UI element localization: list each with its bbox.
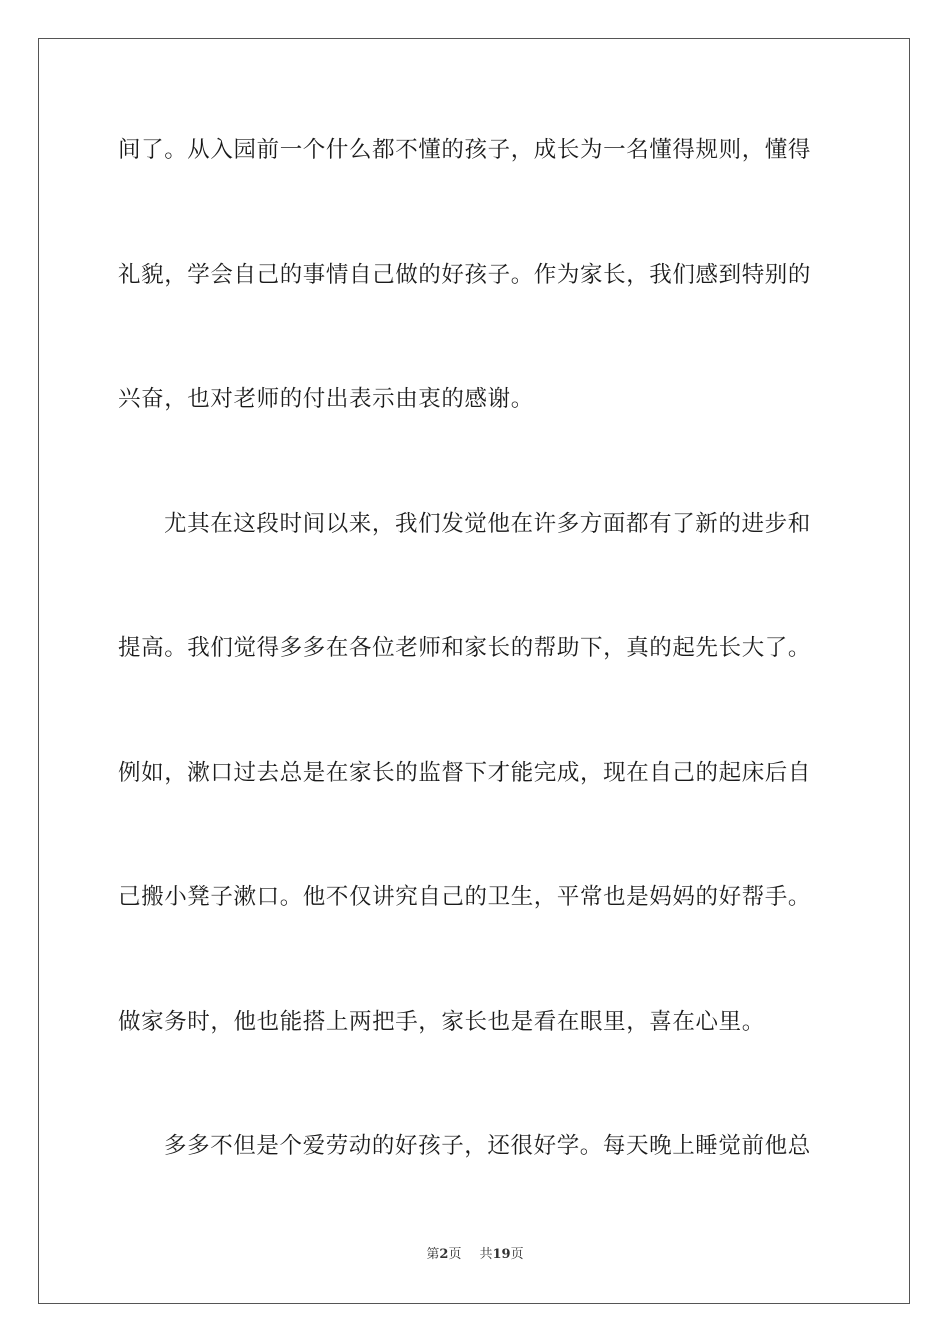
text-line-1: 间了。从入园前一个什么都不懂的孩子，成长为一名懂得规则，懂得 xyxy=(118,137,812,163)
text-line-8: 做家务时，他也能搭上两把手，家长也是看在眼里，喜在心里。 xyxy=(118,1009,765,1035)
text-line-9: 多多不但是个爱劳动的好孩子，还很好学。每天晚上睡觉前他总 xyxy=(164,1133,811,1159)
text-line-7: 己搬小凳子漱口。他不仅讲究自己的卫生，平常也是妈妈的好帮手。 xyxy=(118,884,812,910)
total-suffix: 页 xyxy=(510,1247,524,1262)
page-number: 2 xyxy=(439,1247,449,1262)
text-line-4: 尤其在这段时间以来，我们发觉他在许多方面都有了新的进步和 xyxy=(164,511,811,537)
text-line-3: 兴奋，也对老师的付出表示由衷的感谢。 xyxy=(118,386,534,412)
page-footer xyxy=(0,1246,950,1264)
text-line-2: 礼貌，学会自己的事情自己做的好孩子。作为家长，我们感到特别的 xyxy=(118,262,812,288)
page-prefix: 第 xyxy=(426,1247,440,1262)
page-suffix: 页 xyxy=(448,1247,462,1262)
page-border xyxy=(38,38,910,1304)
text-line-6: 例如，漱口过去总是在家长的监督下才能完成，现在自己的起床后自 xyxy=(118,760,812,786)
total-prefix: 共 xyxy=(479,1247,493,1262)
total-pages: 19 xyxy=(492,1247,511,1262)
text-line-5: 提高。我们觉得多多在各位老师和家长的帮助下，真的起先长大了。 xyxy=(118,635,812,661)
